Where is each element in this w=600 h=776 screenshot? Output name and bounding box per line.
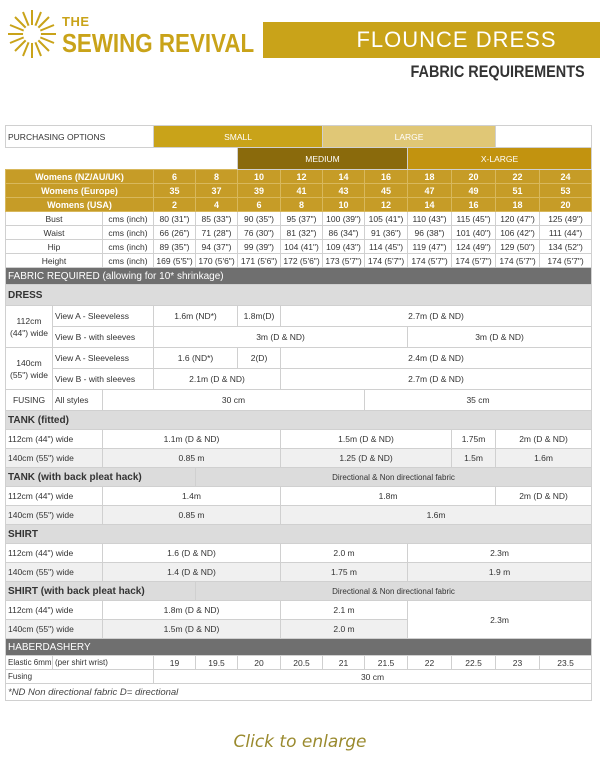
size-cell: 47 <box>408 184 452 198</box>
brand-logo[interactable] <box>6 8 256 68</box>
shirt-pleat-cell: 1.5m (D & ND) <box>103 620 281 639</box>
dress-cell: 2.7m (D & ND) <box>281 306 592 327</box>
fabric-table-container <box>5 125 591 701</box>
shirt-cell: 1.4 (D & ND) <box>103 563 281 582</box>
option-medium[interactable]: MEDIUM <box>238 148 408 170</box>
fabric-required-header: FABRIC REQUIRED (allowing for 10* shrinkage) <box>6 268 592 285</box>
measure-cell: 86 (34") <box>323 226 365 240</box>
page-title: FLOUNCE DRESS <box>263 22 600 58</box>
unit-label: cms (inch) <box>103 240 154 254</box>
size-cell: 43 <box>323 184 365 198</box>
elastic-cell: 21.5 <box>365 656 408 670</box>
fusing-styles: All styles <box>53 390 103 411</box>
shirt-pleat-width-140: 140cm (55") wide <box>6 620 103 639</box>
size-cell: 6 <box>238 198 281 212</box>
measure-label: Hip <box>6 240 103 254</box>
fusing-cell: 35 cm <box>365 390 592 411</box>
unit-label: cms (inch) <box>103 212 154 226</box>
tank-pleat-cell: 1.4m <box>103 487 281 506</box>
haberdashery-header: HABERDASHERY <box>6 639 592 656</box>
size-cell: 6 <box>154 170 196 184</box>
size-cell: 2 <box>154 198 196 212</box>
elastic-wrist: (per shirt wrist) <box>53 656 154 670</box>
size-cell: 8 <box>281 198 323 212</box>
size-cell: 18 <box>496 198 540 212</box>
elastic-cell: 19.5 <box>196 656 238 670</box>
haber-fusing-value: 30 cm <box>154 670 592 684</box>
measure-cell: 99 (39") <box>238 240 281 254</box>
shirt-pleat-cell: 1.8m (D & ND) <box>103 601 281 620</box>
shirt-pleat-cell: 2.1 m <box>281 601 408 620</box>
measure-cell: 170 (5'6") <box>196 254 238 268</box>
dress-cell: 2.1m (D & ND) <box>154 369 281 390</box>
dress-view-b: View B - with sleeves <box>53 327 154 348</box>
option-small[interactable]: SMALL <box>154 126 323 148</box>
fabric-note: *ND Non directional fabric D= directional <box>6 684 592 701</box>
size-cell: 51 <box>496 184 540 198</box>
measure-cell: 81 (32") <box>281 226 323 240</box>
tank-pleat-cell: 1.8m <box>281 487 496 506</box>
size-cell: 53 <box>540 184 592 198</box>
tank-pleat-section-title: TANK (with back pleat hack) <box>6 468 196 487</box>
click-to-enlarge-link[interactable]: Click to enlarge <box>233 732 367 752</box>
size-cell: 20 <box>540 198 592 212</box>
dress-view-b-140: View B - with sleeves <box>53 369 154 390</box>
measure-row <box>6 226 592 240</box>
measure-cell: 96 (38") <box>408 226 452 240</box>
size-cell: 8 <box>196 170 238 184</box>
measure-label: Waist <box>6 226 103 240</box>
size-cell: 4 <box>196 198 238 212</box>
shirt-cell: 1.75 m <box>281 563 408 582</box>
fusing-label: FUSING <box>6 390 53 411</box>
brand-name: SEWING REVIVAL <box>62 28 255 58</box>
purchasing-label: PURCHASING OPTIONS <box>6 126 154 148</box>
dress-view-a: View A - Sleeveless <box>53 306 154 327</box>
size-cell: 12 <box>281 170 323 184</box>
size-row <box>6 170 592 184</box>
shirt-cell: 2.3m <box>408 544 592 563</box>
fabric-requirements-table <box>5 125 592 701</box>
option-xlarge[interactable]: X-LARGE <box>408 148 592 170</box>
unit-label: cms (inch) <box>103 254 154 268</box>
size-cell: 45 <box>365 184 408 198</box>
measure-cell: 173 (5'7") <box>323 254 365 268</box>
measure-label: Bust <box>6 212 103 226</box>
size-cell: 39 <box>238 184 281 198</box>
measure-cell: 80 (31") <box>154 212 196 226</box>
measure-cell: 85 (33") <box>196 212 238 226</box>
measure-cell: 109 (43") <box>323 240 365 254</box>
shirt-pleat-cell: 2.0 m <box>281 620 408 639</box>
measure-cell: 105 (41") <box>365 212 408 226</box>
size-label: Womens (Europe) <box>6 184 154 198</box>
tank-cell: 1.25 (D & ND) <box>281 449 452 468</box>
tank-pleat-cell: 1.6m <box>281 506 592 525</box>
measure-cell: 110 (43") <box>408 212 452 226</box>
measure-cell: 91 (36") <box>365 226 408 240</box>
measure-cell: 66 (26") <box>154 226 196 240</box>
size-cell: 14 <box>408 198 452 212</box>
elastic-cell: 23 <box>496 656 540 670</box>
size-label: Womens (NZ/AU/UK) <box>6 170 154 184</box>
size-cell: 18 <box>408 170 452 184</box>
size-cell: 41 <box>281 184 323 198</box>
tank-pleat-width-112: 112cm (44") wide <box>6 487 103 506</box>
dress-width-112: 112cm (44") wide <box>6 306 53 348</box>
measure-cell: 89 (35") <box>154 240 196 254</box>
measure-cell: 76 (30") <box>238 226 281 240</box>
tank-cell: 1.75m <box>452 430 496 449</box>
tank-cell: 2m (D & ND) <box>496 430 592 449</box>
size-cell: 37 <box>196 184 238 198</box>
measure-cell: 174 (5'7") <box>408 254 452 268</box>
measure-cell: 115 (45") <box>452 212 496 226</box>
elastic-cell: 23.5 <box>540 656 592 670</box>
option-large[interactable]: LARGE <box>323 126 496 148</box>
elastic-cell: 22 <box>408 656 452 670</box>
shirt-width-112: 112cm (44") wide <box>6 544 103 563</box>
size-row <box>6 184 592 198</box>
sunburst-icon <box>6 8 58 60</box>
size-cell: 10 <box>238 170 281 184</box>
dress-cell: 3m (D & ND) <box>408 327 592 348</box>
measure-row <box>6 212 592 226</box>
shirt-pleat-section-title: SHIRT (with back pleat hack) <box>6 582 196 601</box>
size-cell: 10 <box>323 198 365 212</box>
dress-cell: 2(D) <box>238 348 281 369</box>
page-header <box>0 0 600 110</box>
tank-pleat-cell: 2m (D & ND) <box>496 487 592 506</box>
tank-cell: 0.85 m <box>103 449 281 468</box>
elastic-cell: 21 <box>323 656 365 670</box>
measure-row <box>6 240 592 254</box>
measure-cell: 134 (52") <box>540 240 592 254</box>
shirt-pleat-width-112: 112cm (44") wide <box>6 601 103 620</box>
brand-the: THE <box>62 14 90 29</box>
unit-label: cms (inch) <box>103 226 154 240</box>
fusing-cell: 30 cm <box>103 390 365 411</box>
measure-cell: 124 (49") <box>452 240 496 254</box>
measure-cell: 119 (47") <box>408 240 452 254</box>
measure-cell: 111 (44") <box>540 226 592 240</box>
tank-cell: 1.1m (D & ND) <box>103 430 281 449</box>
measure-cell: 90 (35") <box>238 212 281 226</box>
purchasing-row-2 <box>6 148 592 170</box>
measure-cell: 171 (5'6") <box>238 254 281 268</box>
tank-pleat-width-140: 140cm (55") wide <box>6 506 103 525</box>
shirt-pleat-directional: Directional & Non directional fabric <box>196 582 592 601</box>
tank-cell: 1.5m (D & ND) <box>281 430 452 449</box>
size-cell: 16 <box>365 170 408 184</box>
measure-cell: 174 (5'7") <box>540 254 592 268</box>
elastic-cell: 20 <box>238 656 281 670</box>
measure-cell: 101 (40") <box>452 226 496 240</box>
measure-cell: 106 (42") <box>496 226 540 240</box>
measure-cell: 174 (5'7") <box>365 254 408 268</box>
measure-cell: 172 (5'6") <box>281 254 323 268</box>
shirt-pleat-cell: 2.3m <box>408 601 592 639</box>
size-cell: 49 <box>452 184 496 198</box>
purchasing-row <box>6 126 592 148</box>
measure-cell: 71 (28") <box>196 226 238 240</box>
shirt-cell: 2.0 m <box>281 544 408 563</box>
dress-cell: 2.4m (D & ND) <box>281 348 592 369</box>
tank-section-title: TANK (fitted) <box>6 411 592 430</box>
measure-cell: 100 (39") <box>323 212 365 226</box>
dress-view-a-140: View A - Sleeveless <box>53 348 154 369</box>
measure-cell: 94 (37") <box>196 240 238 254</box>
dress-section-title: DRESS <box>6 285 592 306</box>
measure-label: Height <box>6 254 103 268</box>
elastic-cell: 20.5 <box>281 656 323 670</box>
measure-cell: 174 (5'7") <box>452 254 496 268</box>
measure-cell: 114 (45") <box>365 240 408 254</box>
dress-cell: 3m (D & ND) <box>154 327 408 348</box>
dress-cell: 1.6 (ND*) <box>154 348 238 369</box>
tank-pleat-directional: Directional & Non directional fabric <box>196 468 592 487</box>
shirt-cell: 1.6 (D & ND) <box>103 544 281 563</box>
tank-pleat-cell: 0.85 m <box>103 506 281 525</box>
measure-cell: 95 (37") <box>281 212 323 226</box>
size-cell: 12 <box>365 198 408 212</box>
dress-width-140: 140cm (55") wide <box>6 348 53 390</box>
page-subtitle: FABRIC REQUIREMENTS <box>410 62 585 81</box>
shirt-cell: 1.9 m <box>408 563 592 582</box>
size-row <box>6 198 592 212</box>
elastic-cell: 19 <box>154 656 196 670</box>
size-cell: 24 <box>540 170 592 184</box>
shirt-section-title: SHIRT <box>6 525 592 544</box>
haber-fusing-label: Fusing <box>6 670 154 684</box>
elastic-label: Elastic 6mm <box>6 656 53 670</box>
measure-cell: 125 (49") <box>540 212 592 226</box>
size-cell: 22 <box>496 170 540 184</box>
dress-cell: 2.7m (D & ND) <box>281 369 592 390</box>
tank-width-140: 140cm (55") wide <box>6 449 103 468</box>
measure-cell: 169 (5'5") <box>154 254 196 268</box>
elastic-cell: 22.5 <box>452 656 496 670</box>
tank-cell: 1.5m <box>452 449 496 468</box>
size-cell: 20 <box>452 170 496 184</box>
tank-cell: 1.6m <box>496 449 592 468</box>
dress-cell: 1.6m (ND*) <box>154 306 238 327</box>
measure-cell: 104 (41") <box>281 240 323 254</box>
measure-cell: 174 (5'7") <box>496 254 540 268</box>
dress-cell: 1.8m(D) <box>238 306 281 327</box>
measure-cell: 120 (47") <box>496 212 540 226</box>
tank-width-112: 112cm (44") wide <box>6 430 103 449</box>
size-cell: 16 <box>452 198 496 212</box>
shirt-width-140: 140cm (55") wide <box>6 563 103 582</box>
measure-cell: 129 (50") <box>496 240 540 254</box>
measure-row <box>6 254 592 268</box>
size-cell: 35 <box>154 184 196 198</box>
size-cell: 14 <box>323 170 365 184</box>
size-label: Womens (USA) <box>6 198 154 212</box>
